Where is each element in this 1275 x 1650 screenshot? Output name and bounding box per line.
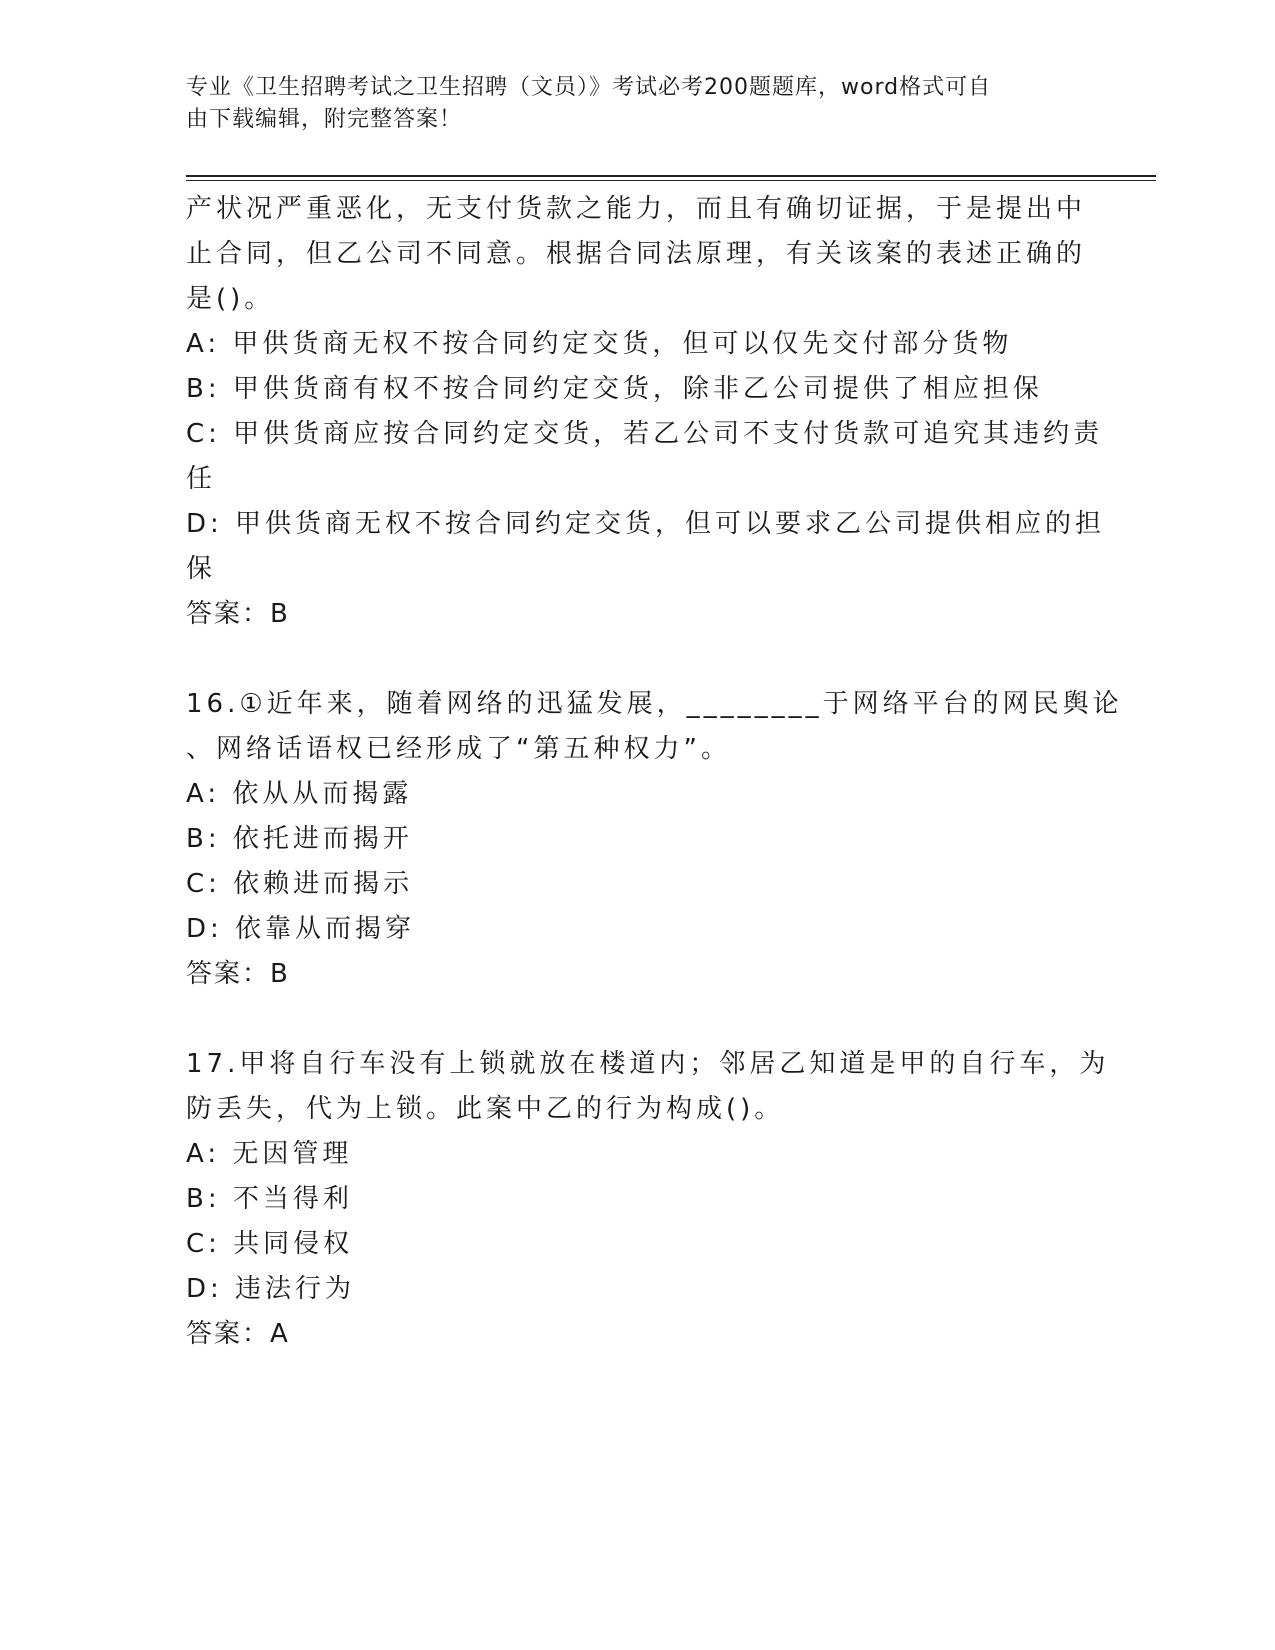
question-17-option-c: C: 共同侵权: [186, 1229, 354, 1259]
question-15-stem-line-2: 止合同，但乙公司不同意。根据合同法原理，有关该案的表述正确的: [186, 239, 1087, 269]
question-17-stem-line-2: 防丢失，代为上锁。此案中乙的行为构成()。: [186, 1094, 785, 1124]
question-15-option-a: A: 甲供货商无权不按合同约定交货，但可以仅先交付部分货物: [186, 329, 1013, 359]
header-divider: [186, 175, 1156, 181]
question-15-stem-line-1: 产状况严重恶化，无支付货款之能力，而且有确切证据，于是提出中: [186, 194, 1087, 224]
question-16-option-d: D: 依靠从而揭穿: [186, 914, 416, 944]
question-17-answer: 答案：A: [186, 1319, 290, 1349]
question-16-answer: 答案：B: [186, 959, 290, 989]
question-17-option-d: D: 违法行为: [186, 1274, 356, 1304]
question-16-option-a: A: 依从从而揭露: [186, 779, 413, 809]
question-15-stem-line-3: 是()。: [186, 284, 275, 314]
question-17-stem-line-1: 17.甲将自行车没有上锁就放在楼道内；邻居乙知道是甲的自行车，为: [186, 1049, 1110, 1079]
question-16: [186, 682, 1123, 997]
header-title-line-1: 专业《卫生招聘考试之卫生招聘（文员）》考试必考200题题库，word格式可自: [186, 75, 992, 100]
question-list: [186, 187, 1123, 1357]
question-15: [186, 187, 1106, 637]
question-15-option-b: B: 甲供货商有权不按合同约定交货，除非乙公司提供了相应担保: [186, 374, 1043, 404]
question-spacer: [186, 637, 1086, 682]
question-15-answer: 答案：B: [186, 599, 290, 629]
question-16-stem-line-1: 16.①近年来，随着网络的迅猛发展，________于网络平台的网民舆论: [186, 689, 1123, 719]
question-16-option-c: C: 依赖进而揭示: [186, 869, 414, 899]
question-16-stem-line-2: 、网络话语权已经形成了“第五种权力”。: [186, 734, 731, 764]
question-15-option-d-line-2: 保: [186, 554, 217, 584]
question-17-option-a: A: 无因管理: [186, 1139, 353, 1169]
question-15-option-d-line-1: D: 甲供货商无权不按合同约定交货，但可以要求乙公司提供相应的担: [186, 509, 1106, 539]
header-title-line-2: 由下载编辑，附完整答案！: [186, 107, 463, 132]
question-15-option-c-line-2: 任: [186, 464, 217, 494]
question-16-option-b: B: 依托进而揭开: [186, 824, 413, 854]
question-17: [186, 1042, 1110, 1357]
question-spacer: [186, 997, 1086, 1042]
question-17-option-b: B: 不当得利: [186, 1184, 353, 1214]
question-15-option-c-line-1: C: 甲供货商应按合同约定交货，若乙公司不支付货款可追究其违约责: [186, 419, 1104, 449]
document-header: [186, 72, 1066, 136]
